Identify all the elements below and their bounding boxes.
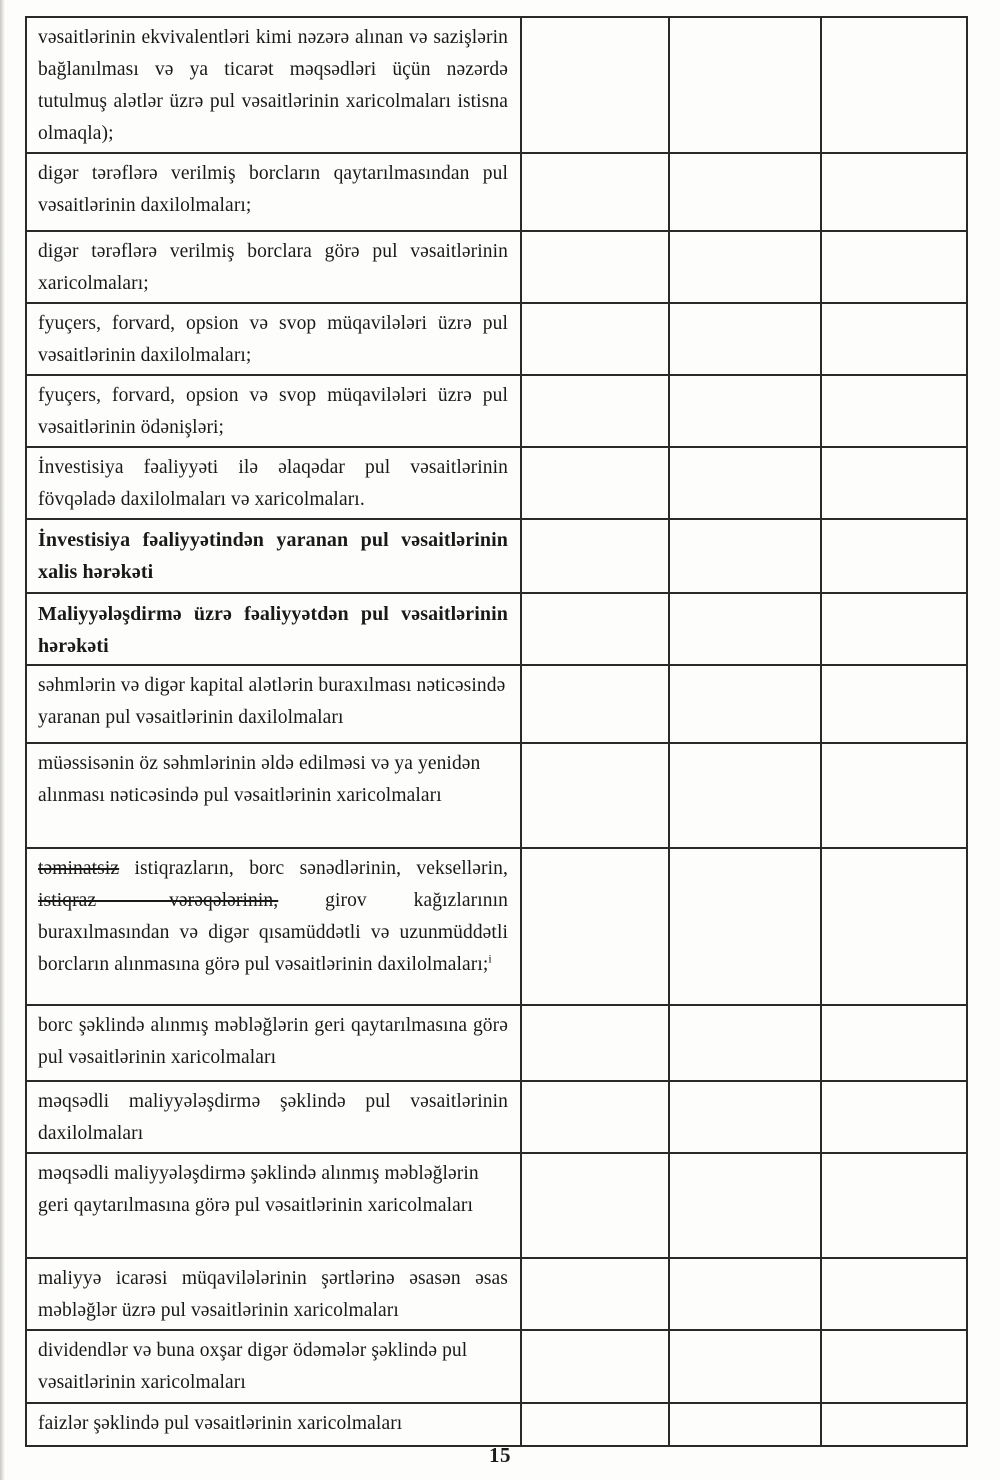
amount-cell-empty bbox=[521, 153, 669, 231]
row-label-cell bbox=[26, 375, 521, 447]
amount-cell-empty bbox=[821, 1403, 967, 1446]
amount-cell-empty bbox=[821, 848, 967, 1005]
row-text: İnvestisiya fəaliyyətindən yaranan pul vəsaitlərinin xalis hərəkəti bbox=[38, 529, 508, 583]
amount-cell-empty bbox=[521, 17, 669, 153]
row-label-cell bbox=[26, 1258, 521, 1330]
amount-cell-empty bbox=[669, 1403, 821, 1446]
row-label-cell bbox=[26, 1153, 521, 1258]
amount-cell-empty bbox=[521, 303, 669, 375]
table-row bbox=[26, 1005, 967, 1081]
scan-edge-shadow bbox=[0, 0, 5, 1480]
amount-cell-empty bbox=[821, 231, 967, 303]
footnote-mark: i bbox=[488, 951, 492, 966]
amount-cell-empty bbox=[521, 231, 669, 303]
table-row-with-strikethrough bbox=[26, 848, 967, 1005]
row-text: məqsədli maliyyələşdirmə şəklində alınmış məbləğlərin geri qaytarılmasına görə pul vəsaitlərinin xaricolmaları bbox=[38, 1163, 479, 1216]
amount-cell-empty bbox=[821, 519, 967, 593]
row-label-cell bbox=[26, 743, 521, 848]
amount-cell-empty bbox=[669, 519, 821, 593]
amount-cell-empty bbox=[821, 17, 967, 153]
row-text: digər tərəflərə verilmiş borcların qaytarılmasından pul vəsaitlərinin daxilolmaları; bbox=[38, 163, 508, 216]
row-label-cell bbox=[26, 1005, 521, 1081]
cash-flow-statement-table bbox=[25, 16, 968, 1447]
amount-cell-empty bbox=[669, 375, 821, 447]
table-row bbox=[26, 1081, 967, 1153]
table-row bbox=[26, 153, 967, 231]
row-text: istiqrazların, borc sənədlərinin, veksellərin, bbox=[119, 858, 508, 879]
row-label-cell bbox=[26, 848, 521, 1005]
row-text: səhmlərin və digər kapital alətlərin buraxılması nəticəsində yaranan pul vəsaitlərinin daxilolmaları bbox=[38, 675, 506, 728]
table-row bbox=[26, 447, 967, 519]
amount-cell-empty bbox=[669, 1081, 821, 1153]
amount-cell-empty bbox=[669, 447, 821, 519]
amount-cell-empty bbox=[521, 1005, 669, 1081]
row-text: məqsədli maliyyələşdirmə şəklində pul vəsaitlərinin daxilolmaları bbox=[38, 1091, 508, 1144]
table-row bbox=[26, 1258, 967, 1330]
table-row bbox=[26, 1153, 967, 1258]
amount-cell-empty bbox=[669, 231, 821, 303]
amount-cell-empty bbox=[669, 17, 821, 153]
amount-cell-empty bbox=[521, 447, 669, 519]
amount-cell-empty bbox=[521, 1153, 669, 1258]
row-text: maliyyə icarəsi müqavilələrinin şərtlərinə əsasən əsas məbləğlər üzrə pul vəsaitlərinin xaricolmaları bbox=[38, 1268, 508, 1321]
row-label-cell bbox=[26, 231, 521, 303]
amount-cell-empty bbox=[821, 743, 967, 848]
table-row bbox=[26, 665, 967, 743]
amount-cell-empty bbox=[821, 593, 967, 665]
row-text: Maliyyələşdirmə üzrə fəaliyyətdən pul vəsaitlərinin hərəkəti bbox=[38, 603, 508, 657]
amount-cell-empty bbox=[521, 519, 669, 593]
row-label-cell bbox=[26, 1403, 521, 1446]
amount-cell-empty bbox=[521, 848, 669, 1005]
amount-cell-empty bbox=[821, 1258, 967, 1330]
table-row bbox=[26, 303, 967, 375]
amount-cell-empty bbox=[821, 303, 967, 375]
amount-cell-empty bbox=[669, 1005, 821, 1081]
row-label-cell bbox=[26, 447, 521, 519]
row-label-cell bbox=[26, 17, 521, 153]
table-row bbox=[26, 1403, 967, 1446]
table-row bbox=[26, 743, 967, 848]
row-label-cell bbox=[26, 593, 521, 665]
table-row-section-header bbox=[26, 593, 967, 665]
row-text: faizlər şəklində pul vəsaitlərinin xaricolmaları bbox=[38, 1413, 403, 1434]
row-text: fyuçers, forvard, opsion və svop müqavilələri üzrə pul vəsaitlərinin ödənişləri; bbox=[38, 385, 508, 438]
amount-cell-empty bbox=[521, 1403, 669, 1446]
struck-text: təminatsiz bbox=[38, 858, 120, 879]
amount-cell-empty bbox=[521, 375, 669, 447]
amount-cell-empty bbox=[821, 1330, 967, 1403]
amount-cell-empty bbox=[669, 303, 821, 375]
row-label-cell bbox=[26, 1330, 521, 1403]
amount-cell-empty bbox=[521, 1330, 669, 1403]
row-text: vəsaitlərinin ekvivalentləri kimi nəzərə alınan və sazişlərin bağlanılması və ya ticarət məqsədləri üçün nəzərdə tutulmuş alətlər üzrə pul vəsaitlərinin xaricolmaları istisna olmaqla); bbox=[38, 27, 508, 144]
row-label-cell bbox=[26, 1081, 521, 1153]
struck-text: istiqraz vərəqələrinin, bbox=[38, 890, 279, 911]
amount-cell-empty bbox=[669, 665, 821, 743]
row-label-cell bbox=[26, 665, 521, 743]
table-row bbox=[26, 231, 967, 303]
amount-cell-empty bbox=[669, 1330, 821, 1403]
amount-cell-empty bbox=[669, 153, 821, 231]
row-label-cell bbox=[26, 303, 521, 375]
amount-cell-empty bbox=[521, 743, 669, 848]
row-label-cell bbox=[26, 153, 521, 231]
amount-cell-empty bbox=[669, 1258, 821, 1330]
amount-cell-empty bbox=[821, 153, 967, 231]
amount-cell-empty bbox=[521, 593, 669, 665]
table-row bbox=[26, 375, 967, 447]
amount-cell-empty bbox=[821, 1005, 967, 1081]
row-text: İnvestisiya fəaliyyəti ilə əlaqədar pul vəsaitlərinin fövqəladə daxilolmaları və xaricolmaları. bbox=[38, 457, 508, 510]
amount-cell-empty bbox=[669, 743, 821, 848]
row-text: borc şəklində alınmış məbləğlərin geri qaytarılmasına görə pul vəsaitlərinin xaricolmaları bbox=[38, 1015, 508, 1068]
row-text: digər tərəflərə verilmiş borclara görə pul vəsaitlərinin xaricolmaları; bbox=[38, 241, 508, 294]
table-row bbox=[26, 1330, 967, 1403]
amount-cell-empty bbox=[669, 593, 821, 665]
row-text: fyuçers, forvard, opsion və svop müqavilələri üzrə pul vəsaitlərinin daxilolmaları; bbox=[38, 313, 508, 366]
amount-cell-empty bbox=[821, 1081, 967, 1153]
amount-cell-empty bbox=[821, 665, 967, 743]
amount-cell-empty bbox=[521, 665, 669, 743]
amount-cell-empty bbox=[821, 1153, 967, 1258]
amount-cell-empty bbox=[669, 1153, 821, 1258]
table-row-section-total bbox=[26, 519, 967, 593]
row-text: müəssisənin öz səhmlərinin əldə edilməsi və ya yenidən alınması nəticəsində pul vəsaitlərinin xaricolmaları bbox=[38, 753, 481, 806]
amount-cell-empty bbox=[821, 375, 967, 447]
row-label-cell bbox=[26, 519, 521, 593]
amount-cell-empty bbox=[669, 848, 821, 1005]
row-text: dividendlər və buna oxşar digər ödəmələr şəklində pul vəsaitlərinin xaricolmaları bbox=[38, 1340, 468, 1393]
page-number: 15 bbox=[489, 1443, 511, 1467]
amount-cell-empty bbox=[521, 1081, 669, 1153]
row-text: girov kağızlarının buraxılmasından və digər qısamüddətli və uzunmüddətli borcların alınmasına görə pul vəsaitlərinin daxilolmaları; bbox=[38, 890, 508, 975]
table-row bbox=[26, 17, 967, 153]
amount-cell-empty bbox=[821, 447, 967, 519]
amount-cell-empty bbox=[521, 1258, 669, 1330]
